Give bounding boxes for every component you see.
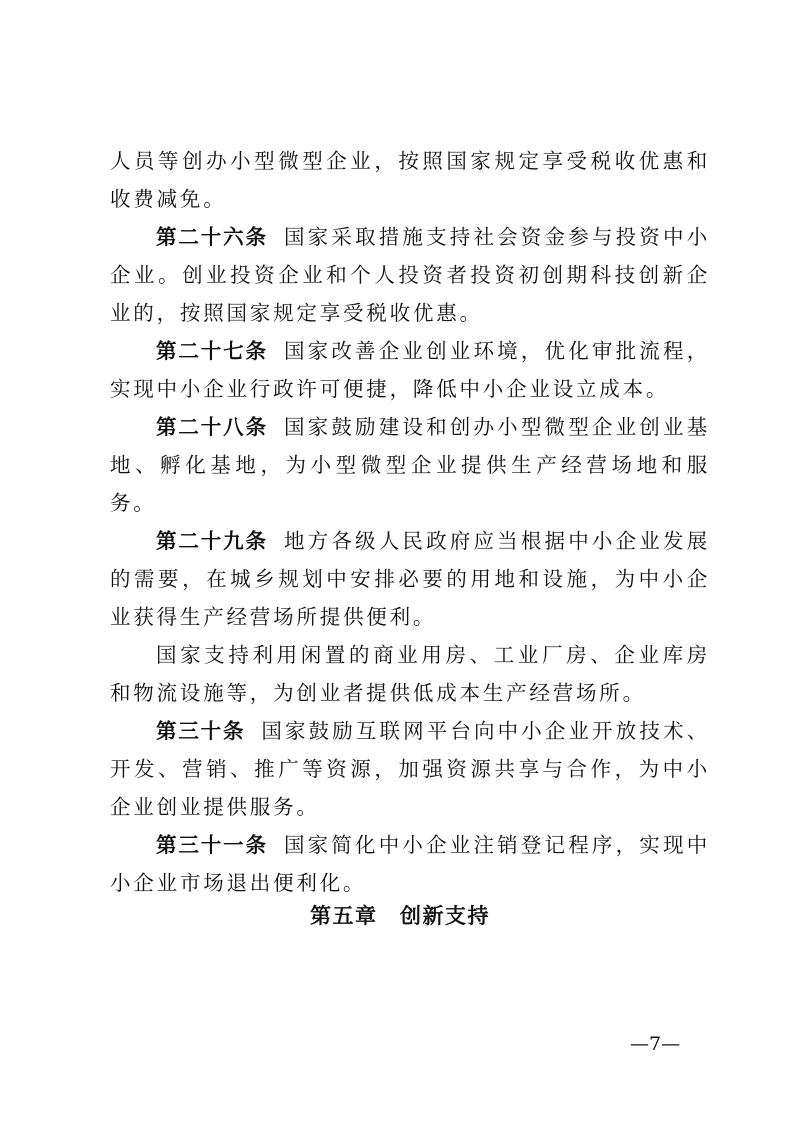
article-text: 国家采取措施支持社会资金参与投资中小企业。创业投资企业和个人投资者投资初创期科技创新企业的，按照国家规定享受税收优惠。 — [110, 225, 710, 325]
article-text: 国家改善企业创业环境，优化审批流程，实现中小企业行政许可便捷，降低中小企业设立成本。 — [110, 339, 710, 401]
article-text: 国家鼓励互联网平台向中小企业开放技术、开发、营销、推广等资源，加强资源共享与合作，为中小企业创业提供服务。 — [110, 719, 710, 819]
article-27 — [110, 332, 710, 408]
page-number: —7— — [630, 1033, 681, 1055]
paragraph-text: 人员等创办小型微型企业，按照国家规定享受税收优惠和收费减免。 — [110, 149, 710, 211]
article-29-paragraph-2 — [110, 636, 710, 712]
article-28 — [110, 408, 710, 522]
article-text: 地方各级人民政府应当根据中小企业发展的需要，在城乡规划中安排必要的用地和设施，为中小企业获得生产经营场所提供便利。 — [110, 529, 710, 629]
article-heading: 第二十八条 — [156, 415, 268, 439]
article-heading: 第二十七条 — [156, 339, 268, 363]
article-heading: 第二十九条 — [156, 529, 268, 553]
body-text — [110, 142, 710, 902]
article-26 — [110, 218, 710, 332]
article-text: 国家简化中小企业注销登记程序，实现中小企业市场退出便利化。 — [110, 833, 710, 895]
article-31 — [110, 826, 710, 902]
paragraph-text: 国家支持利用闲置的商业用房、工业厂房、企业库房和物流设施等，为创业者提供低成本生产经营场所。 — [110, 643, 710, 705]
article-heading: 第三十一条 — [156, 833, 268, 857]
chapter-title: 第五章 创新支持 — [310, 904, 490, 928]
paragraph-continuation — [110, 142, 710, 218]
article-text: 国家鼓励建设和创办小型微型企业创业基地、孵化基地，为小型微型企业提供生产经营场地和服务。 — [110, 415, 710, 515]
article-heading: 第三十条 — [156, 719, 246, 743]
article-29 — [110, 522, 710, 636]
article-heading: 第二十六条 — [156, 225, 268, 249]
article-30 — [110, 712, 710, 826]
